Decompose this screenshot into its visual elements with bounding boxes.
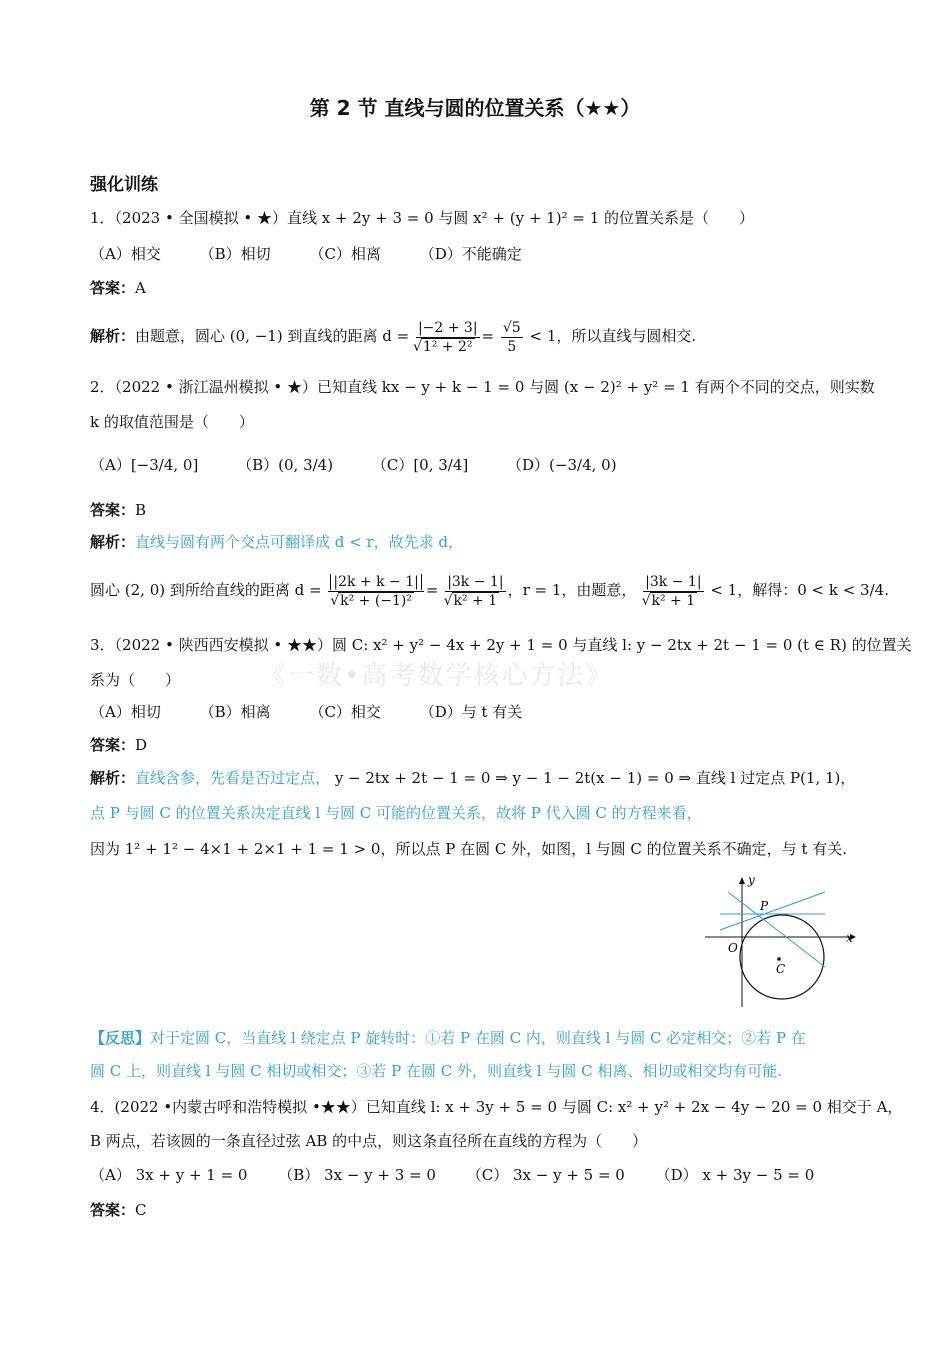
page-title: 第 2 节 直线与圆的位置关系（★★）	[309, 96, 641, 120]
q3-option-a: （A）相切	[90, 703, 161, 721]
q2-option-d: （D）(−3/4, 0)	[507, 456, 617, 474]
q1-option-a: （A）相交	[90, 245, 161, 263]
q1-frac1-den: √ 1² + 2²	[421, 338, 475, 355]
q2-analysis2-post: < 1，解得：0 < k < 3/4.	[710, 581, 889, 599]
q3-answer-value: D	[135, 736, 148, 754]
q1-frac1-num: |−2 + 3|	[417, 319, 478, 336]
q1-answer	[90, 277, 865, 299]
q1-option-c: （C）相离	[309, 245, 381, 263]
q3-analysis-1	[90, 767, 865, 789]
q2-f1-den: √ k² + (−1)²	[338, 592, 414, 609]
q2-analysis2-pre: 圆心 (2, 0) 到所给直线的距离 d =	[90, 581, 322, 599]
q2-fraction-3	[643, 573, 703, 610]
q2-option-b: （B）(0, 3/4)	[237, 456, 334, 474]
q2-analysis-2: 圆心 (2, 0) 到所给直线的距离 d = |2k + k − 1| √ k² + (−1)² = |3k − 1| √ k² + 1 ，r = 1，由题意， |3k − 1| √ k² + 1 < 1，解得：0 < k < 3/4.	[90, 566, 865, 614]
q2-analysis-hint: 直线与圆有两个交点可翻译成 d < r，故先求 d，	[135, 533, 464, 551]
q1-analysis-post: < 1，所以直线与圆相交.	[529, 327, 697, 345]
q4-option-c: （C） 3x − y + 5 = 0	[466, 1166, 625, 1184]
q3-analysis-3: 因为 1² + 1² − 4×1 + 2×1 + 1 = 1 > 0，所以点 P 在圆 C 外，如图，l 与圆 C 的位置关系不确定，与 t 有关.	[90, 840, 848, 858]
q2-f1-num: |2k + k − 1|	[330, 574, 421, 590]
analysis-label: 解析：	[90, 327, 136, 345]
x-axis-label: x	[846, 931, 853, 945]
y-axis-label: y	[748, 873, 755, 887]
q4-option-d: （D） x + 3y − 5 = 0	[655, 1166, 815, 1184]
q4-answer	[90, 1199, 865, 1221]
q2-f3-den: √ k² + 1	[650, 592, 698, 609]
section-heading: 强化训练	[90, 175, 158, 195]
q3-analysis-hint1: 直线含参，先看是否过定点，	[135, 769, 331, 787]
q1-frac2-den: 5	[507, 338, 517, 355]
analysis-label: 解析：	[90, 533, 136, 551]
q1-stem: 1．（2023 • 全国模拟 • ★）直线 x + 2y + 3 = 0 与圆 x² + (y + 1)² = 1 的位置关系是（ ）	[90, 209, 755, 227]
analysis-label: 解析：	[90, 769, 136, 787]
q1-fraction-1	[416, 319, 480, 356]
q4-option-b: （B） 3x − y + 3 = 0	[278, 1166, 436, 1184]
q2-f2-num: |3k − 1|	[447, 573, 504, 590]
q1-option-b: （B）相切	[199, 245, 271, 263]
q1-options	[90, 243, 865, 265]
q4-option-a: （A） 3x + y + 1 = 0	[90, 1166, 248, 1184]
q2-answer-value: B	[135, 501, 147, 519]
reflect-line2: 圆 C 上，则直线 l 与圆 C 相切或相交；③若 P 在圆 C 外，则直线 l 与圆 C 相离、相切或相交均有可能.	[90, 1062, 783, 1080]
q2-answer	[90, 499, 865, 521]
circle-line-figure	[700, 872, 860, 1012]
point-p-label: P	[760, 899, 769, 913]
q4-answer-value: C	[135, 1201, 147, 1219]
q2-option-a: （A）[−3/4, 0]	[90, 456, 199, 474]
line-l-secant	[728, 892, 825, 967]
y-axis-arrow	[739, 877, 745, 884]
q2-stem-line1: 2．（2022 • 浙江温州模拟 • ★）已知直线 kx − y + k − 1 = 0 与圆 (x − 2)² + y² = 1 有两个不同的交点，则实数	[90, 378, 875, 396]
q2-options	[90, 454, 865, 476]
q4-stem-line1: 4．(2022 •内蒙古呼和浩特模拟 •★★）已知直线 l: x + 3y + 5 = 0 与圆 C: x² + y² + 2x − 4y − 20 = 0 相交于 A，	[90, 1098, 903, 1116]
origin-label: O	[728, 941, 738, 955]
q3-options	[90, 701, 865, 723]
q1-answer-value: A	[135, 279, 146, 297]
q2-f2-den: √ k² + 1	[452, 592, 500, 609]
q2-fraction-1	[328, 573, 423, 610]
reflect-label: 【反思】	[90, 1029, 151, 1047]
q3-analysis-hint2: 点 P 与圆 C 的位置关系决定直线 l 与圆 C 可能的位置关系，故将 P 代入圆 C 的方程来看，	[90, 804, 702, 822]
q1-option-d: （D）不能确定	[419, 245, 522, 263]
q2-analysis2-mid: ，r = 1，由题意，	[507, 581, 637, 599]
reflect-text-1: 对于定圆 C，当直线 l 绕定点 P 旋转时：①若 P 在圆 C 内，则直线 l 与圆 C 必定相交；②若 P 在	[150, 1029, 806, 1047]
q3-option-c: （C）相交	[309, 703, 381, 721]
answer-label: 答案：	[90, 736, 136, 754]
q1-frac2-num: √5	[502, 319, 521, 336]
q3-stem-line1: 3．（2022 • 陕西西安模拟 • ★★）圆 C: x² + y² − 4x + 2y + 1 = 0 与直线 l: y − 2tx + 2t − 1 = 0 (t ∈ R) 的位置关	[90, 636, 912, 654]
q3-option-b: （B）相离	[199, 703, 271, 721]
watermark: 《一数•高考数学核心方法》	[260, 661, 614, 691]
q4-stem-line2: B 两点，若该圆的一条直径过弦 AB 的中点，则这条直径所在直线的方程为（ ）	[90, 1132, 648, 1150]
point-c-label: C	[776, 962, 786, 976]
answer-label: 答案：	[90, 1201, 136, 1219]
q2-stem-line2: k 的取值范围是（ ）	[90, 413, 254, 431]
q3-option-d: （D）与 t 有关	[419, 703, 523, 721]
q3-analysis-derivation: y − 2tx + 2t − 1 = 0 ⇒ y − 1 − 2t(x − 1) = 0 ⇒ 直线 l 过定点 P(1, 1)，	[334, 769, 856, 787]
answer-label: 答案：	[90, 279, 136, 297]
q1-analysis: 解析：由题意，圆心 (0, −1) 到直线的距离 d = |−2 + 3| √ 1² + 2² = $\frac{√5}{5}$ < 1，所以直线与圆相交.	[90, 314, 865, 358]
answer-label: 答案：	[90, 501, 136, 519]
q1-analysis-pre: 由题意，圆心 (0, −1) 到直线的距离 d =	[135, 327, 410, 345]
q2-fraction-2	[445, 573, 505, 610]
q2-option-c: （C）[0, 3/4]	[371, 456, 469, 474]
center-point	[777, 957, 781, 961]
q3-answer	[90, 734, 865, 756]
q2-f3-num: |3k − 1|	[645, 573, 702, 590]
q4-options	[90, 1164, 865, 1186]
q2-analysis-1	[90, 531, 865, 553]
q1-fraction-2	[501, 319, 523, 356]
q3-stem-line2: 系为（ ）	[90, 671, 181, 689]
reflect-line1	[90, 1027, 865, 1049]
